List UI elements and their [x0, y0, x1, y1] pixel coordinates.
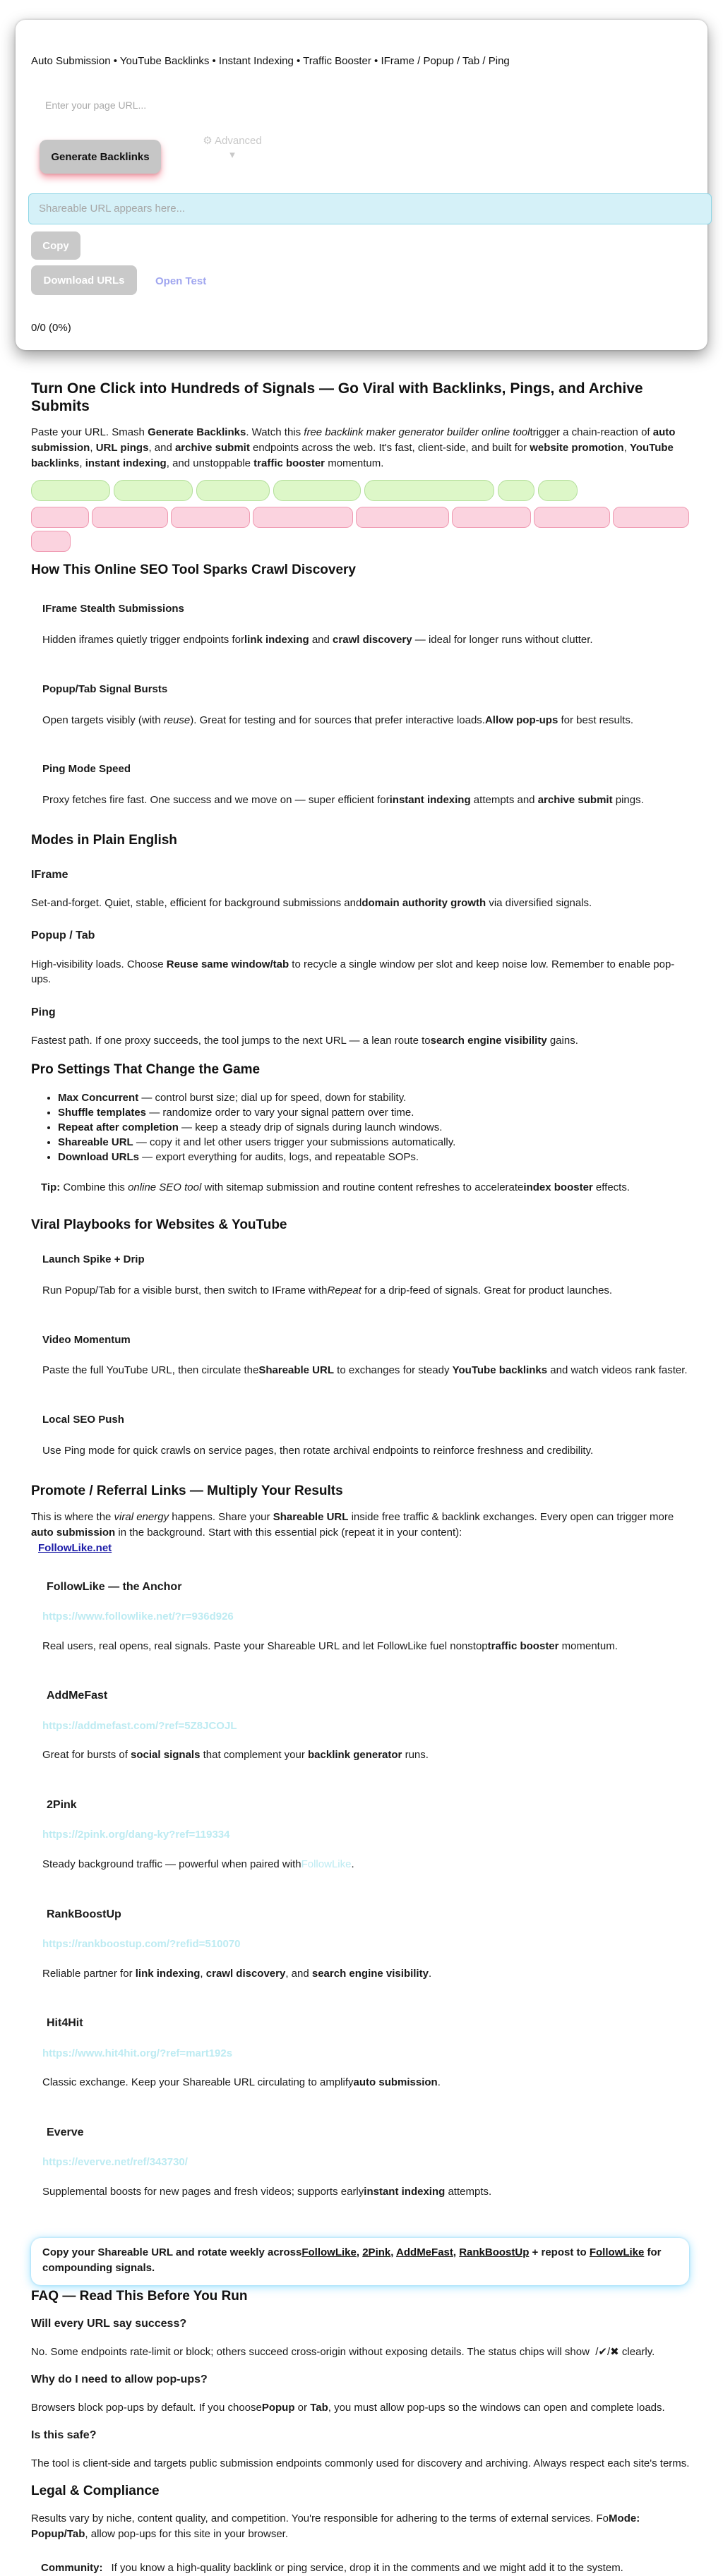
list-item: • Shuffle templates — randomize order to vary your signal pattern over time. [58, 1105, 692, 1120]
referral-link[interactable]: https://addmefast.com/?ref=5Z8JCOJL [42, 1719, 237, 1732]
pro-settings-list [58, 1090, 692, 1164]
status-chip [452, 507, 531, 528]
followlike-inline-link[interactable]: FollowLike [301, 1858, 352, 1870]
sparks-cards [31, 601, 692, 808]
copy-button[interactable]: Copy [31, 231, 80, 260]
status-chip [613, 507, 689, 528]
download-urls-button[interactable]: Download URLs [31, 265, 137, 295]
referral-title: FollowLike — the Anchor [47, 1580, 182, 1593]
community-note: Community: If you know a high-quality backlink or ping service, drop it in the comments and we might add it to the system. [41, 2561, 623, 2574]
referral-addmefast [31, 1687, 692, 1763]
referral-title: RankBoostUp [47, 1908, 121, 1920]
callout-link-addmefast[interactable]: AddMeFast [396, 2246, 453, 2258]
card-title: Ping Mode Speed [42, 763, 131, 776]
section-title-legal: Legal & Compliance [31, 2483, 160, 2498]
mode-heading: Popup / Tab [31, 929, 95, 942]
section-title-sparks: How This Online SEO Tool Sparks Crawl Discovery [31, 562, 356, 577]
referral-link[interactable]: https://2pink.org/dang-ky?ref=119334 [42, 1829, 230, 1841]
referral-link[interactable]: https://rankboostup.com/?refid=510070 [42, 1937, 241, 1950]
faq-question: Is this safe? [31, 2428, 97, 2441]
status-chip [538, 480, 578, 501]
mode-text: Set-and-forget. Quiet, stable, efficient for background submissions anddomain authority growth via diversified signals. [31, 896, 592, 909]
referral-title: Hit4Hit [47, 2017, 83, 2030]
mode-heading: IFrame [31, 868, 68, 881]
section-title-playbooks: Viral Playbooks for Websites & YouTube [31, 1217, 287, 1232]
mode-text: Fastest path. If one proxy succeeds, the tool jumps to the next URL — a lean route tosearch engine visibility gains. [31, 1035, 578, 1047]
list-item: • Shareable URL — copy it and let other users trigger your submissions automatically. [58, 1135, 692, 1150]
referral-2pink [31, 1797, 692, 1872]
shareable-url-field[interactable]: Shareable URL appears here... [28, 193, 712, 224]
hero-title: Turn One Click into Hundreds of Signals — Go Viral with Backlinks, Pings, and Archive Submits [31, 380, 643, 415]
card-text: Hidden iframes quietly trigger endpoints forlink indexing and crawl discovery — ideal for longer runs without clutter. [42, 634, 593, 646]
status-symbols: /✔/✖ [595, 2346, 619, 2359]
legal-text: Results vary by niche, content quality, and competition. You're responsible for adhering to the terms of external services. FoMode: Popup/Tab, allow pop-ups for this site in your browser. [31, 2512, 640, 2541]
status-chip [92, 507, 168, 528]
referral-text: Steady background traffic — powerful when paired withFollowLike. [42, 1858, 354, 1870]
status-chip [31, 480, 110, 501]
callout-link-2pink[interactable]: 2Pink [362, 2246, 391, 2258]
referral-text: Supplemental boosts for new pages and fresh videos; supports earlyinstant indexing attempts. [42, 2186, 492, 2198]
status-chip [31, 507, 89, 528]
referral-link[interactable]: https://everve.net/ref/343730/ [42, 2156, 188, 2169]
mode-heading: Ping [31, 1006, 56, 1019]
status-chip [31, 531, 71, 552]
hero-paragraph: Paste your URL. Smash Generate Backlinks. Watch this free backlink maker generator builder online tooltrigger a chain-reaction of auto submission, URL pings, and archive submit endpoints across the web. It's fast, client-side, and built for website promotion, YouTube backlinks, instant indexing, and unstoppable traffic booster momentum. [31, 426, 676, 469]
advanced-label: ⚙ Advanced [203, 135, 262, 147]
status-chip [253, 507, 353, 528]
status-chips-success [31, 480, 692, 501]
rotation-callout: Copy your Shareable URL and rotate weekly acrossFollowLike, 2Pink, AddMeFast, RankBoostUp + repost to FollowLike for compounding signals. [31, 2238, 689, 2286]
callout-link-followlike-repost[interactable]: FollowLike [589, 2246, 645, 2258]
progress-counter: 0/0 (0%) [31, 322, 71, 334]
referral-text: Great for bursts of social signals that complement your backlink generator runs. [42, 1749, 429, 1762]
status-chip [171, 507, 250, 528]
referral-text: Reliable partner for link indexing, crawl discovery, and search engine visibility. [42, 1967, 432, 1980]
status-chip [364, 480, 494, 501]
faq-answer: Browsers block pop-ups by default. If you choosePopup or Tab, you must allow pop-ups so the windows can open and complete loads. [31, 2402, 665, 2414]
card-title: Local SEO Push [42, 1414, 124, 1426]
status-chip [356, 507, 449, 528]
referral-text: Real users, real opens, real signals. Paste your Shareable URL and let FollowLike fuel nonstoptraffic booster momentum. [42, 1639, 618, 1652]
callout-link-followlike[interactable]: FollowLike [301, 2246, 357, 2258]
referral-link[interactable]: https://www.followlike.net/?r=936d926 [42, 1610, 234, 1623]
promote-intro: This is where the viral energy happens. Share your Shareable URL inside free traffic & backlink exchanges. Every open can trigger more auto submission in the background. Start with this essential pick (repeat it in your content): FollowLike.net [31, 1511, 674, 1554]
card-title: Launch Spike + Drip [42, 1253, 145, 1266]
card-title: Popup/Tab Signal Bursts [42, 682, 168, 695]
mode-text: High-visibility loads. Choose Reuse same window/tab to recycle a single window per slot and keep noise low. Remember to enable pop-ups. [31, 958, 675, 986]
advanced-toggle[interactable] [193, 134, 271, 162]
modes-list [31, 867, 692, 1049]
card-title: IFrame Stealth Submissions [42, 603, 184, 615]
status-chip [273, 480, 361, 501]
card-text: Use Ping mode for quick crawls on service pages, then rotate archival endpoints to reinforce freshness and credibility. [42, 1444, 594, 1457]
card-text: Open targets visibly (with reuse). Great for testing and for sources that prefer interactive loads.Allow pop-ups for best results. [42, 714, 634, 726]
list-item: • Download URLs — export everything for audits, logs, and repeatable SOPs. [58, 1150, 692, 1164]
callout-link-rankboostup[interactable]: RankBoostUp [459, 2246, 530, 2258]
mode-line: Auto Submission • YouTube Backlinks • Instant Indexing • Traffic Booster • IFrame / Popup / Tab / Ping [31, 55, 510, 67]
faq-question: Why do I need to allow pop-ups? [31, 2373, 208, 2385]
referral-everve [31, 2124, 692, 2200]
referral-title: 2Pink [47, 1799, 77, 1811]
list-item: • Repeat after completion — keep a steady drip of signals during launch windows. [58, 1120, 692, 1135]
faq-answer: No. Some endpoints rate-limit or block; others succeed cross-origin without exposing details. The status chips will show /✔/✖ clearly. [31, 2346, 655, 2359]
faq-answer: The tool is client-side and targets public submission endpoints commonly used for discovery and archiving. Always respect each site's terms. [31, 2457, 690, 2469]
section-title-promote: Promote / Referral Links — Multiply Your Results [31, 1483, 343, 1498]
status-chip [534, 507, 610, 528]
section-title-modes: Modes in Plain English [31, 832, 177, 848]
playbook-cards [31, 1252, 692, 1459]
list-item: • Max Concurrent — control burst size; dial up for speed, down for stability. [58, 1090, 692, 1105]
card-text: Proxy fetches fire fast. One success and we move on — super efficient forinstant indexing attempts and archive submit pings. [42, 794, 644, 807]
faq-list [31, 2316, 692, 2472]
article-content [0, 380, 723, 2576]
referral-text: Classic exchange. Keep your Shareable URL circulating to amplifyauto submission. [42, 2076, 441, 2089]
status-chip [196, 480, 270, 501]
section-title-faq: FAQ — Read This Before You Run [31, 2289, 248, 2304]
referral-followlike [31, 1579, 692, 1654]
card-text: Paste the full YouTube URL, then circulate theShareable URL to exchanges for steady YouTube backlinks and watch videos rank faster. [42, 1364, 688, 1377]
referral-hit4hit [31, 2015, 692, 2090]
card-text: Run Popup/Tab for a visible burst, then switch to IFrame withRepeat for a drip-feed of signals. Great for product launches. [42, 1284, 613, 1296]
page-url-input[interactable] [45, 93, 469, 117]
referral-title: Everve [47, 2126, 84, 2139]
open-test-link[interactable]: Open Test [155, 275, 207, 287]
card-title: Video Momentum [42, 1333, 131, 1346]
status-chip [498, 480, 534, 501]
tip-text: Tip: Combine this online SEO tool with sitemap submission and routine content refreshes to accelerateindex booster effects. [41, 1181, 631, 1193]
referral-title: AddMeFast [47, 1690, 108, 1702]
status-chip [114, 480, 193, 501]
status-chips-failed [31, 507, 692, 552]
generate-backlinks-button[interactable]: Generate Backlinks [40, 140, 161, 174]
referral-link[interactable]: https://www.hit4hit.org/?ref=mart192s [42, 2047, 233, 2059]
backlink-tool-panel [16, 20, 707, 350]
followlike-link[interactable]: FollowLike.net [38, 1541, 112, 1554]
section-title-pro: Pro Settings That Change the Game [31, 1062, 261, 1078]
referral-rankboostup [31, 1906, 692, 1982]
faq-question: Will every URL say success? [31, 2317, 187, 2330]
chevron-down-icon: ▾ [229, 148, 235, 161]
